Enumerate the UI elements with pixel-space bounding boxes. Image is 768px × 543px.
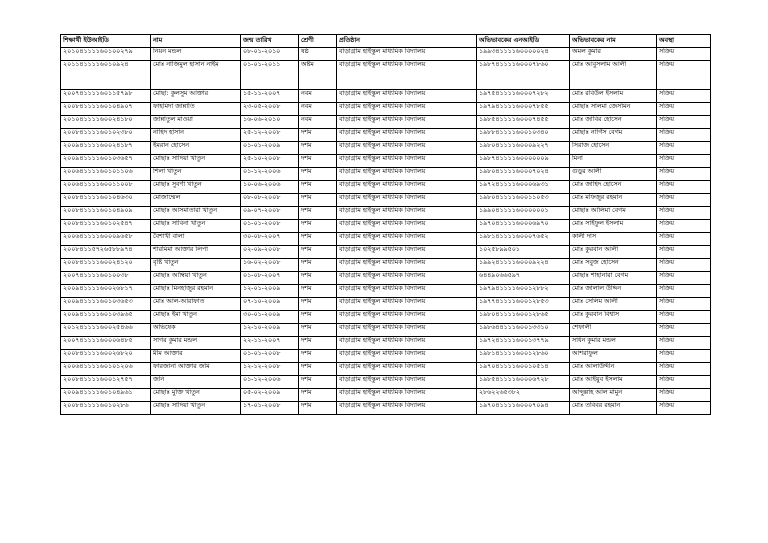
guardian-name-cell: সিরাজ হোসেন: [570, 142, 657, 155]
name-cell: মোছাঃ মুক্তি খাতুন: [151, 389, 241, 402]
student-uid-cell: ২০০৮৪১১১১৬০১০২৫৪৭: [61, 220, 151, 233]
table-row: [61, 337, 711, 350]
class-cell: দশম: [299, 337, 337, 350]
table-row: [61, 246, 711, 259]
table-row: [61, 350, 711, 363]
guardian-nid-cell: ১৯৭০৪১১১১৬০০০৬৯৭০: [477, 220, 570, 233]
guardian-nid-cell: ১৯৭০৪১১১১৬০০০৭০৯৪: [477, 402, 570, 415]
table-row: [61, 48, 711, 61]
guardian-nid-cell: ১৯৭২৪১১১১৬০০০৬৯৩১: [477, 181, 570, 194]
birth-date-cell: ০৮-০১-২০১০: [241, 48, 299, 61]
class-cell: দশম: [299, 298, 337, 311]
header-status: অবস্থা: [657, 35, 711, 48]
name-cell: মোছাঃ ইমা খাতুন: [151, 311, 241, 324]
institution-cell: বাড়াগ্রাম হাইস্কুল মাধ্যমিক বিদ্যালয়: [337, 337, 477, 350]
class-cell: দশম: [299, 246, 337, 259]
status-cell: সক্রিয়: [657, 389, 711, 402]
status-cell: সক্রিয়: [657, 116, 711, 129]
class-cell: দশম: [299, 285, 337, 298]
class-cell: দশম: [299, 350, 337, 363]
birth-date-cell: ১৬-০২-২০০৮: [241, 259, 299, 272]
institution-cell: বাড়াগ্রাম হাইস্কুল মাধ্যমিক বিদ্যালয়: [337, 48, 477, 61]
table-row: [61, 194, 711, 207]
guardian-nid-cell: ১৯৮৮৪১১১১৬০০১০৩৪০: [477, 129, 570, 142]
name-cell: মোছা: কুলসুম আক্তার: [151, 90, 241, 103]
name-cell: মোঃ নাজিমুল হাসান নাইম: [151, 61, 241, 90]
status-cell: সক্রিয়: [657, 246, 711, 259]
institution-cell: বাড়াগ্রাম হাইস্কুল মাধ্যমিক বিদ্যালয়: [337, 103, 477, 116]
class-cell: দশম: [299, 363, 337, 376]
class-cell: দশম: [299, 402, 337, 415]
guardian-nid-cell: ৬৪৪৯০৬৬৫৯৭: [477, 272, 570, 285]
name-cell: শিলা খাতুন: [151, 168, 241, 181]
status-cell: সক্রিয়: [657, 233, 711, 246]
header-guardian-nid: অভিভাবকের এনআইডি: [477, 35, 570, 48]
student-table: [60, 34, 711, 415]
guardian-nid-cell: ১৯৮০৪১১১১৬০০১২৮৬৫: [477, 311, 570, 324]
guardian-name-cell: কালী দাস: [570, 233, 657, 246]
guardian-nid-cell: ১৯৭০৪১১১১৬০০১০৫১৪: [477, 363, 570, 376]
header-class: শ্রেণী: [299, 35, 337, 48]
birth-date-cell: ৩০-০১-২০০৯: [241, 311, 299, 324]
status-cell: সক্রিয়: [657, 298, 711, 311]
status-cell: সক্রিয়: [657, 181, 711, 194]
guardian-nid-cell: ১৯৭৫৪১১১১৬০০০৭২৮২: [477, 90, 570, 103]
institution-cell: বাড়াগ্রাম হাইস্কুল মাধ্যমিক বিদ্যালয়: [337, 155, 477, 168]
birth-date-cell: ০১-০৮-২০০৭: [241, 272, 299, 285]
birth-date-cell: ১৭-০১-২০০৮: [241, 402, 299, 415]
class-cell: দশম: [299, 376, 337, 389]
student-uid-cell: ২০০৬৪১১১১৬০০০৯৬৫৮: [61, 233, 151, 246]
guardian-nid-cell: ১৯৭২৪১১১১৬০০১৩৭৭৯: [477, 337, 570, 350]
guardian-nid-cell: ১০২৫৮৯৯৫০১: [477, 246, 570, 259]
student-uid-cell: ২০১১৪১১১১৬০১০৯২৪: [61, 61, 151, 90]
status-cell: সক্রিয়: [657, 129, 711, 142]
class-cell: নবম: [299, 103, 337, 116]
status-cell: সক্রিয়: [657, 168, 711, 181]
name-cell: জনি: [151, 376, 241, 389]
class-cell: নবম: [299, 90, 337, 103]
status-cell: সক্রিয়: [657, 194, 711, 207]
table-body: [61, 48, 711, 415]
name-cell: বৃষ্টি খাতুন: [151, 259, 241, 272]
guardian-nid-cell: ১৯৯২৪১১১১৬০০০৯২২৪: [477, 259, 570, 272]
birth-date-cell: ০১-০১-২০০৮: [241, 220, 299, 233]
status-cell: সক্রিয়: [657, 402, 711, 415]
guardian-name-cell: মোঃ আলাউদ্দীন: [570, 363, 657, 376]
class-cell: দশম: [299, 311, 337, 324]
table-row: [61, 116, 711, 129]
student-uid-cell: ২০০৯৪১১১১৬০০২৬৮১৭: [61, 285, 151, 298]
table-row: [61, 389, 711, 402]
student-uid-cell: ২০০৭৪১১১১৬০০০৬৪৮৫: [61, 337, 151, 350]
institution-cell: বাড়াগ্রাম হাইস্কুল মাধ্যমিক বিদ্যালয়: [337, 207, 477, 220]
status-cell: সক্রিয়: [657, 363, 711, 376]
table-row: [61, 376, 711, 389]
name-cell: অভিষেক: [151, 324, 241, 337]
student-uid-cell: ২০০৭৪১১১১৬০১০০৩৮: [61, 272, 151, 285]
student-uid-cell: ২০০৬৪১১১১৬০১০১২০৬: [61, 363, 151, 376]
name-cell: মোজাম্মেল: [151, 194, 241, 207]
guardian-name-cell: মোঃ আবুসলাম আলী: [570, 61, 657, 90]
class-cell: দশম: [299, 324, 337, 337]
birth-date-cell: ০১-১২-২০০৬: [241, 376, 299, 389]
class-cell: দশম: [299, 194, 337, 207]
class-cell: দশম: [299, 272, 337, 285]
guardian-name-cell: মোছাঃ সালমা জেসমিন: [570, 103, 657, 116]
institution-cell: বাড়াগ্রাম হাইস্কুল মাধ্যমিক বিদ্যালয়: [337, 90, 477, 103]
status-cell: সক্রিয়: [657, 48, 711, 61]
name-cell: মোছাঃ সাদিয়া খাতুন: [151, 155, 241, 168]
guardian-nid-cell: ১৯৯৩৪১১১১৬০০০০০২৪: [477, 48, 570, 61]
birth-date-cell: ০২-০৯-২০০৮: [241, 246, 299, 259]
table-row: [61, 311, 711, 324]
birth-date-cell: ২৫-১২-২০০৮: [241, 129, 299, 142]
status-cell: সক্রিয়: [657, 337, 711, 350]
birth-date-cell: ২৩-০৫-২০০৮: [241, 103, 299, 116]
student-uid-cell: ২০০৮৪১১১১৬০১০৪৬৩০: [61, 194, 151, 207]
name-cell: মোছাঃ মিনহাজুর রহমান: [151, 285, 241, 298]
table-row: [61, 181, 711, 194]
student-uid-cell: ২০০৯৪১১১১৬০১০৩৬৫৩: [61, 298, 151, 311]
student-uid-cell: ২০০৮৪১১১১৬০০২৬৮২০: [61, 350, 151, 363]
student-uid-cell: ২০১০৪১১১১৬০০২৪১৮০: [61, 116, 151, 129]
status-cell: সক্রিয়: [657, 311, 711, 324]
guardian-name-cell: মোঃ সবুজ হোসেন: [570, 259, 657, 272]
table-row: [61, 220, 711, 233]
guardian-nid-cell: ১৯৭৭৪১১১১৬০০১২৮৫৩: [477, 298, 570, 311]
institution-cell: বাড়াগ্রাম হাইস্কুল মাধ্যমিক বিদ্যালয়: [337, 402, 477, 415]
guardian-nid-cell: ১৯৮০৪১১১১৬০০০৭০২৪: [477, 168, 570, 181]
class-cell: দশম: [299, 181, 337, 194]
birth-date-cell: ০১-০১-২০১১: [241, 61, 299, 90]
student-uid-cell: ২০০৮৪১১১১৬০০১২৭৫৭: [61, 376, 151, 389]
name-cell: মোছাঃ সুবর্ণা খাতুন: [151, 181, 241, 194]
guardian-name-cell: শেফালী: [570, 324, 657, 337]
guardian-nid-cell: ২৮৬২২৬৫৩৮২: [477, 389, 570, 402]
class-cell: অষ্টম: [299, 61, 337, 90]
name-cell: মোছাঃ সাবিনা খাতুন: [151, 220, 241, 233]
birth-date-cell: ০৫-০২-২০০৯: [241, 389, 299, 402]
class-cell: দশম: [299, 168, 337, 181]
guardian-name-cell: মোঃ কুরবান বিশ্বাস: [570, 311, 657, 324]
header-institution: প্রতিষ্ঠান: [337, 35, 477, 48]
student-uid-cell: ২০১০৪১১১১৬০১০০২৭৯: [61, 48, 151, 61]
birth-date-cell: ১২-১০-২০০৯: [241, 324, 299, 337]
birth-date-cell: ৩০-০৮-২০০৭: [241, 233, 299, 246]
table-row: [61, 233, 711, 246]
guardian-name-cell: মোঃ সাইফুল ইসলাম: [570, 220, 657, 233]
status-cell: সক্রিয়: [657, 207, 711, 220]
status-cell: সক্রিয়: [657, 142, 711, 155]
guardian-name-cell: মিনা: [570, 155, 657, 168]
table-row: [61, 207, 711, 220]
name-cell: জান্নাতুল মাওয়া: [151, 116, 241, 129]
guardian-name-cell: আশরাফুল: [570, 350, 657, 363]
institution-cell: বাড়াগ্রাম হাইস্কুল মাধ্যমিক বিদ্যালয়: [337, 376, 477, 389]
birth-date-cell: ০৮-০৮-২০০৮: [241, 194, 299, 207]
student-uid-cell: ২০০৮৪১১১১৬০০২৪১২০: [61, 259, 151, 272]
class-cell: দশম: [299, 389, 337, 402]
name-cell: ইমরান হোসেন: [151, 142, 241, 155]
table-row: [61, 142, 711, 155]
class-cell: দশম: [299, 142, 337, 155]
status-cell: সক্রিয়: [657, 350, 711, 363]
guardian-name-cell: মোঃ তবিবর রহমান: [570, 402, 657, 415]
status-cell: সক্রিয়: [657, 90, 711, 103]
birth-date-cell: ২৫-১০-২০০৮: [241, 155, 299, 168]
class-cell: নবম: [299, 116, 337, 129]
guardian-nid-cell: ১৯৮০৪১১১১৬০০০৯২২৭: [477, 142, 570, 155]
birth-date-cell: ২২-১১-২০০৭: [241, 337, 299, 350]
name-cell: শারমিমা আক্তার লিপা: [151, 246, 241, 259]
birth-date-cell: ০৭-১০-২০০৯: [241, 298, 299, 311]
institution-cell: বাড়াগ্রাম হাইস্কুল মাধ্যমিক বিদ্যালয়: [337, 194, 477, 207]
table-row: [61, 61, 711, 90]
student-uid-cell: ২০০৮৪১১১১৬০১০৪৯০৯: [61, 207, 151, 220]
institution-cell: বাড়াগ্রাম হাইস্কুল মাধ্যমিক বিদ্যালয়: [337, 311, 477, 324]
institution-cell: বাড়াগ্রাম হাইস্কুল মাধ্যমিক বিদ্যালয়: [337, 142, 477, 155]
table-row: [61, 103, 711, 116]
institution-cell: বাড়াগ্রাম হাইস্কুল মাধ্যমিক বিদ্যালয়: [337, 61, 477, 90]
guardian-name-cell: মোছাঃ নার্গিস বেগম: [570, 129, 657, 142]
guardian-nid-cell: ১৯৮৫৪১১১১৬০০০৭৪৫৫: [477, 116, 570, 129]
institution-cell: বাড়াগ্রাম হাইস্কুল মাধ্যমিক বিদ্যালয়: [337, 246, 477, 259]
name-cell: ফাহমিদা জান্নাতি: [151, 103, 241, 116]
table-row: [61, 285, 711, 298]
class-cell: ষষ্ঠ: [299, 48, 337, 61]
student-uid-cell: ২০০৭৪১১১১৬০১১৫৭৯৮: [61, 90, 151, 103]
student-uid-cell: ২০০৮৪১১৫৭২৬৫৮৮৯৭৪: [61, 246, 151, 259]
birth-date-cell: ১৫-১১-২০০৭: [241, 90, 299, 103]
guardian-nid-cell: ১৯৮৬৪৪১১১৬০০১৩৩১০: [477, 324, 570, 337]
student-uid-cell: ২০১২৪১১১১৬০০২৫৪৬৬: [61, 324, 151, 337]
name-cell: বৈশাখী বালা: [151, 233, 241, 246]
guardian-nid-cell: ১৯৭৯৪১১১১৬০০১২৮৮২: [477, 285, 570, 298]
table-row: [61, 129, 711, 142]
class-cell: দশম: [299, 259, 337, 272]
status-cell: সক্রিয়: [657, 324, 711, 337]
birth-date-cell: ১০-০৬-২০০৬: [241, 181, 299, 194]
institution-cell: বাড়াগ্রাম হাইস্কুল মাধ্যমিক বিদ্যালয়: [337, 129, 477, 142]
name-cell: সাগর কুমার মন্ডল: [151, 337, 241, 350]
guardian-name-cell: গুড়ুর আলী: [570, 168, 657, 181]
name-cell: মোছাঃ আম্বিয়া খাতুন: [151, 272, 241, 285]
institution-cell: বাড়াগ্রাম হাইস্কুল মাধ্যমিক বিদ্যালয়: [337, 181, 477, 194]
institution-cell: বাড়াগ্রাম হাইস্কুল মাধ্যমিক বিদ্যালয়: [337, 116, 477, 129]
guardian-name-cell: মোঃ জাহিদ হোসেন: [570, 181, 657, 194]
table-row: [61, 168, 711, 181]
student-uid-cell: ২০০৮৪১১১১৬০১০২৮৬: [61, 402, 151, 415]
guardian-name-cell: মোছাঃ আলিমা বেগম: [570, 207, 657, 220]
student-uid-cell: ২০০৮৪১১১১৬০১০২৩৮০: [61, 129, 151, 142]
table-row: [61, 324, 711, 337]
status-cell: সক্রিয়: [657, 61, 711, 90]
name-cell: মোছাঃ আসমাতারা খাতুন: [151, 207, 241, 220]
birth-date-cell: ০১-০১-২০০৯: [241, 142, 299, 155]
student-uid-cell: ২০০৯৪১১১১৬০১০৩৬৫৭: [61, 155, 151, 168]
guardian-name-cell: সাধন কুমার মন্ডল: [570, 337, 657, 350]
guardian-name-cell: মোঃ জালাল উদ্দিন: [570, 285, 657, 298]
birth-date-cell: ০১-০১-২০০৮: [241, 350, 299, 363]
guardian-nid-cell: ১৯৮৭৪১১১১৬০০০০০০৯: [477, 155, 570, 168]
guardian-nid-cell: ১৯৭৯৪১১১১৬০০০৭৮৫৫: [477, 103, 570, 116]
table-row: [61, 363, 711, 376]
guardian-nid-cell: ১৯৮১৪১১১১৬০০১২৮৬০: [477, 350, 570, 363]
status-cell: সক্রিয়: [657, 103, 711, 116]
table-row: [61, 259, 711, 272]
name-cell: ফারজানা আক্তার জমি: [151, 363, 241, 376]
header-student-uid: শিক্ষার্থী ইউআইডি: [61, 35, 151, 48]
class-cell: দশম: [299, 220, 337, 233]
guardian-name-cell: মোছাঃ শাহানারা বেগম: [570, 272, 657, 285]
status-cell: সক্রিয়: [657, 285, 711, 298]
header-birth-date: জন্ম তারিখ: [241, 35, 299, 48]
institution-cell: বাড়াগ্রাম হাইস্কুল মাধ্যমিক বিদ্যালয়: [337, 389, 477, 402]
guardian-nid-cell: ১৯৮৭৪১১১১৬০০০৭৮৬০: [477, 61, 570, 90]
table-row: [61, 90, 711, 103]
student-uid-cell: ২০০৮৪১১১১৬০১০৪৯০৭: [61, 103, 151, 116]
institution-cell: বাড়াগ্রাম হাইস্কুল মাধ্যমিক বিদ্যালয়: [337, 285, 477, 298]
birth-date-cell: ০৯-০৭-২০০৮: [241, 207, 299, 220]
guardian-name-cell: মোঃ জাবির হোসেন: [570, 116, 657, 129]
institution-cell: বাড়াগ্রাম হাইস্কুল মাধ্যমিক বিদ্যালয়: [337, 350, 477, 363]
institution-cell: বাড়াগ্রাম হাইস্কুল মাধ্যমিক বিদ্যালয়: [337, 272, 477, 285]
header-guardian-name: অভিভাবকের নাম: [570, 35, 657, 48]
institution-cell: বাড়াগ্রাম হাইস্কুল মাধ্যমিক বিদ্যালয়: [337, 168, 477, 181]
status-cell: সক্রিয়: [657, 272, 711, 285]
birth-date-cell: ১২-১২-২০০৮: [241, 363, 299, 376]
institution-cell: বাড়াগ্রাম হাইস্কুল মাধ্যমিক বিদ্যালয়: [337, 220, 477, 233]
guardian-name-cell: মোঃ কুরবান আলী: [570, 246, 657, 259]
class-cell: দশম: [299, 207, 337, 220]
header-name: নাম: [151, 35, 241, 48]
status-cell: সক্রিয়: [657, 259, 711, 272]
birth-date-cell: ১২-০১-২০০৯: [241, 285, 299, 298]
guardian-nid-cell: ১৯৮১৪১১১১৬০০০৭৬৫২: [477, 233, 570, 246]
guardian-name-cell: আব্দুল্লাহ আল মামুন: [570, 389, 657, 402]
name-cell: নাহিদ হাসান: [151, 129, 241, 142]
student-uid-cell: ২০০৬৪১১১১৬০০১১০০৮: [61, 181, 151, 194]
guardian-name-cell: মোঃ রবিউল ইসলাম: [570, 90, 657, 103]
guardian-name-cell: অমল কুমার: [570, 48, 657, 61]
name-cell: মোছাঃ সাদিয়া খাতুন: [151, 402, 241, 415]
student-uid-cell: ২০০৬৪১১১১৬০১০১১০৬: [61, 168, 151, 181]
status-cell: সক্রিয়: [657, 376, 711, 389]
guardian-nid-cell: ১৯৮৫৪১১১১৬০০০৬৭২৮: [477, 376, 570, 389]
guardian-nid-cell: ১৯৮০৪১১১১৬০০১১০৫৩: [477, 194, 570, 207]
guardian-nid-cell: ১৯৯০৪১১১১৬০০০০০০১: [477, 207, 570, 220]
student-uid-cell: ২০০৯৪১১১১৬০০২৪১৮৭: [61, 142, 151, 155]
birth-date-cell: ১৬-০৬-২০১০: [241, 116, 299, 129]
name-cell: নিয়ন মন্ডল: [151, 48, 241, 61]
institution-cell: বাড়াগ্রাম হাইস্কুল মাধ্যমিক বিদ্যালয়: [337, 324, 477, 337]
guardian-name-cell: মোঃ আইয়ুব ইসলাম: [570, 376, 657, 389]
institution-cell: বাড়াগ্রাম হাইস্কুল মাধ্যমিক বিদ্যালয়: [337, 363, 477, 376]
name-cell: মোঃ আল-আরাফাত: [151, 298, 241, 311]
table-row: [61, 155, 711, 168]
student-uid-cell: ২০০৯৪১১১১৬০১০৪৯৬১: [61, 389, 151, 402]
guardian-name-cell: মোঃ মফিজুর রহমান: [570, 194, 657, 207]
institution-cell: বাড়াগ্রাম হাইস্কুল মাধ্যমিক বিদ্যালয়: [337, 259, 477, 272]
table-header-row: [61, 35, 711, 48]
name-cell: মীম আক্তার: [151, 350, 241, 363]
table-row: [61, 402, 711, 415]
table-row: [61, 298, 711, 311]
status-cell: সক্রিয়: [657, 220, 711, 233]
guardian-name-cell: মোঃ সেলিম আলী: [570, 298, 657, 311]
class-cell: দশম: [299, 155, 337, 168]
status-cell: সক্রিয়: [657, 155, 711, 168]
class-cell: দশম: [299, 233, 337, 246]
class-cell: দশম: [299, 129, 337, 142]
birth-date-cell: ০১-১২-২০০৬: [241, 168, 299, 181]
institution-cell: বাড়াগ্রাম হাইস্কুল মাধ্যমিক বিদ্যালয়: [337, 233, 477, 246]
institution-cell: বাড়াগ্রাম হাইস্কুল মাধ্যমিক বিদ্যালয়: [337, 298, 477, 311]
student-uid-cell: ২০০৯৪১১১১৬০১০৩৯৬৫: [61, 311, 151, 324]
table-row: [61, 272, 711, 285]
